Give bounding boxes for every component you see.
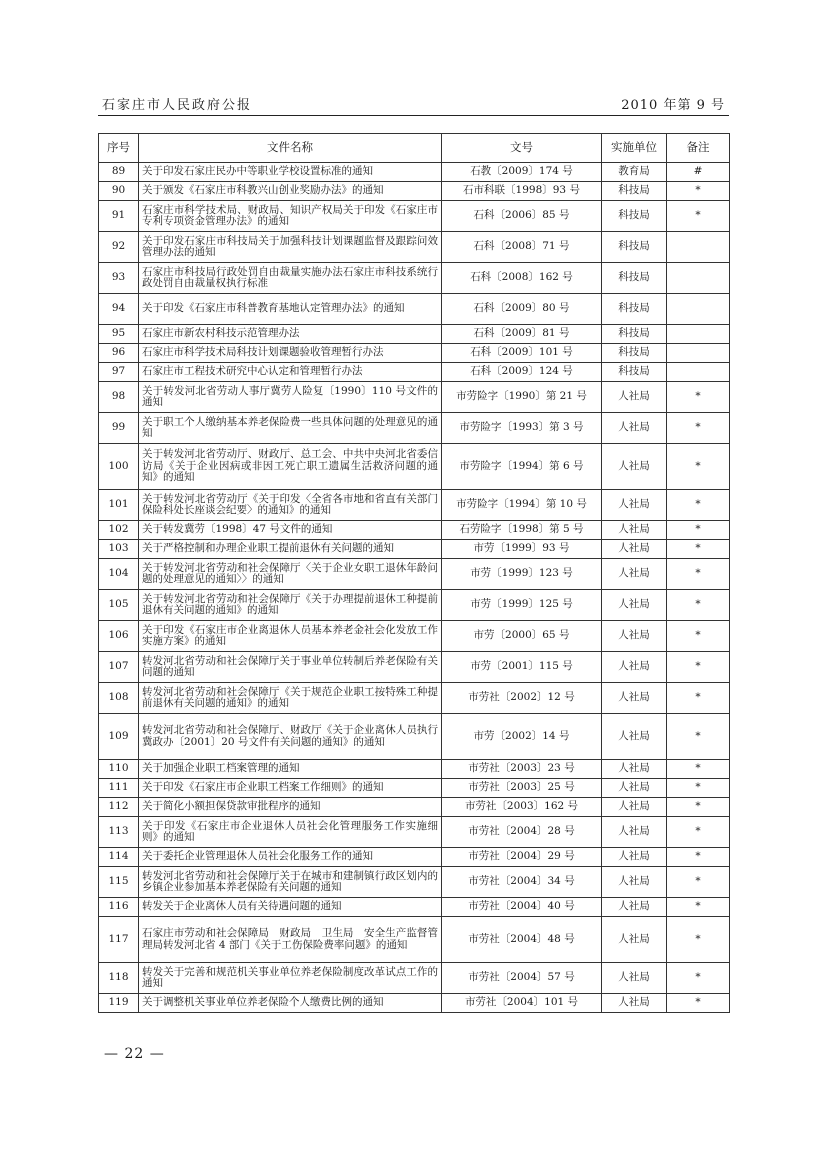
row-unit: 人社局 bbox=[602, 917, 667, 963]
row-unit: 人社局 bbox=[602, 760, 667, 779]
row-note: * bbox=[667, 760, 730, 779]
row-index: 101 bbox=[99, 490, 139, 521]
row-file-name: 关于加强企业职工档案管理的通知 bbox=[139, 760, 442, 779]
row-file-name: 石家庄市劳动和社会保障局 财政局 卫生局 安全生产监督管理局转发河北省 4 部门《关于工伤保险费率问题》的通知 bbox=[139, 917, 442, 963]
table-row bbox=[99, 201, 730, 232]
table-row bbox=[99, 867, 730, 898]
row-note bbox=[667, 263, 730, 294]
row-unit: 人社局 bbox=[602, 652, 667, 683]
row-file-name: 石家庄市工程技术研究中心认定和管理暂行办法 bbox=[139, 363, 442, 382]
table-row bbox=[99, 714, 730, 760]
row-doc-number: 石科〔2009〕81 号 bbox=[442, 325, 602, 344]
table-row bbox=[99, 363, 730, 382]
row-index: 96 bbox=[99, 344, 139, 363]
row-index: 94 bbox=[99, 294, 139, 325]
table-row bbox=[99, 559, 730, 590]
row-unit: 人社局 bbox=[602, 382, 667, 413]
row-note bbox=[667, 294, 730, 325]
row-doc-number: 市劳社〔2004〕57 号 bbox=[442, 963, 602, 994]
table-row bbox=[99, 540, 730, 559]
row-unit: 科技局 bbox=[602, 344, 667, 363]
row-unit: 人社局 bbox=[602, 590, 667, 621]
row-unit: 人社局 bbox=[602, 848, 667, 867]
row-index: 103 bbox=[99, 540, 139, 559]
col-header-note: 备注 bbox=[667, 134, 730, 163]
table-row bbox=[99, 760, 730, 779]
row-unit: 人社局 bbox=[602, 559, 667, 590]
row-note: # bbox=[667, 163, 730, 182]
row-file-name: 关于转发冀劳〔1998〕47 号文件的通知 bbox=[139, 521, 442, 540]
row-unit: 科技局 bbox=[602, 263, 667, 294]
row-note: * bbox=[667, 898, 730, 917]
row-index: 105 bbox=[99, 590, 139, 621]
row-index: 92 bbox=[99, 232, 139, 263]
row-index: 116 bbox=[99, 898, 139, 917]
row-note: * bbox=[667, 540, 730, 559]
row-index: 110 bbox=[99, 760, 139, 779]
row-index: 112 bbox=[99, 798, 139, 817]
row-note: * bbox=[667, 798, 730, 817]
col-header-index: 序号 bbox=[99, 134, 139, 163]
row-doc-number: 市劳社〔2004〕40 号 bbox=[442, 898, 602, 917]
row-doc-number: 石科〔2006〕85 号 bbox=[442, 201, 602, 232]
row-file-name: 关于印发《石家庄市企业离退休人员基本养老金社会化发放工作实施方案》的通知 bbox=[139, 621, 442, 652]
row-file-name: 转发关于企业离休人员有关待遇问题的通知 bbox=[139, 898, 442, 917]
row-note: * bbox=[667, 994, 730, 1013]
row-note: * bbox=[667, 201, 730, 232]
row-note: * bbox=[667, 590, 730, 621]
row-unit: 人社局 bbox=[602, 540, 667, 559]
row-doc-number: 市劳社〔2004〕34 号 bbox=[442, 867, 602, 898]
row-note: * bbox=[667, 521, 730, 540]
row-doc-number: 市劳险字〔1993〕第 3 号 bbox=[442, 413, 602, 444]
row-file-name: 关于转发河北省劳动厅《关于印发〈全省各市地和省直有关部门保险科处长座谈会纪要〉的通知》的通知 bbox=[139, 490, 442, 521]
table-row bbox=[99, 182, 730, 201]
row-doc-number: 市劳险字〔1994〕第 6 号 bbox=[442, 444, 602, 490]
row-note bbox=[667, 232, 730, 263]
row-unit: 人社局 bbox=[602, 994, 667, 1013]
table-row bbox=[99, 444, 730, 490]
row-doc-number: 市劳社〔2004〕29 号 bbox=[442, 848, 602, 867]
row-doc-number: 石科〔2009〕101 号 bbox=[442, 344, 602, 363]
row-unit: 人社局 bbox=[602, 898, 667, 917]
row-index: 109 bbox=[99, 714, 139, 760]
table-row bbox=[99, 798, 730, 817]
table-row bbox=[99, 590, 730, 621]
row-file-name: 转发关于完善和规范机关事业单位养老保险制度改革试点工作的通知 bbox=[139, 963, 442, 994]
row-unit: 人社局 bbox=[602, 867, 667, 898]
row-note: * bbox=[667, 182, 730, 201]
row-unit: 人社局 bbox=[602, 779, 667, 798]
row-doc-number: 市劳社〔2004〕28 号 bbox=[442, 817, 602, 848]
row-index: 111 bbox=[99, 779, 139, 798]
row-doc-number: 石市科联〔1998〕93 号 bbox=[442, 182, 602, 201]
row-doc-number: 石科〔2009〕124 号 bbox=[442, 363, 602, 382]
row-note: * bbox=[667, 652, 730, 683]
row-doc-number: 市劳社〔2004〕48 号 bbox=[442, 917, 602, 963]
row-unit: 人社局 bbox=[602, 490, 667, 521]
row-index: 102 bbox=[99, 521, 139, 540]
row-note: * bbox=[667, 413, 730, 444]
row-note: * bbox=[667, 867, 730, 898]
row-unit: 科技局 bbox=[602, 201, 667, 232]
table-row bbox=[99, 232, 730, 263]
row-unit: 科技局 bbox=[602, 363, 667, 382]
table-header-row bbox=[99, 134, 730, 163]
row-doc-number: 市劳〔1999〕93 号 bbox=[442, 540, 602, 559]
row-note: * bbox=[667, 714, 730, 760]
row-file-name: 石家庄市科学技术局科技计划课题验收管理暂行办法 bbox=[139, 344, 442, 363]
row-doc-number: 市劳〔2000〕65 号 bbox=[442, 621, 602, 652]
row-index: 117 bbox=[99, 917, 139, 963]
row-index: 115 bbox=[99, 867, 139, 898]
row-unit: 人社局 bbox=[602, 621, 667, 652]
row-unit: 人社局 bbox=[602, 683, 667, 714]
row-unit: 科技局 bbox=[602, 325, 667, 344]
table-row bbox=[99, 521, 730, 540]
table-row bbox=[99, 413, 730, 444]
table-row bbox=[99, 817, 730, 848]
table-row bbox=[99, 344, 730, 363]
row-file-name: 关于委托企业管理退休人员社会化服务工作的通知 bbox=[139, 848, 442, 867]
row-doc-number: 石科〔2008〕162 号 bbox=[442, 263, 602, 294]
row-file-name: 关于印发石家庄民办中等职业学校设置标准的通知 bbox=[139, 163, 442, 182]
row-doc-number: 市劳〔1999〕123 号 bbox=[442, 559, 602, 590]
row-file-name: 转发河北省劳动和社会保障厅、财政厅《关于企业离休人员执行冀政办〔2001〕20 号文件有关问题的通知》的通知 bbox=[139, 714, 442, 760]
row-index: 93 bbox=[99, 263, 139, 294]
row-unit: 人社局 bbox=[602, 817, 667, 848]
row-unit: 人社局 bbox=[602, 798, 667, 817]
row-file-name: 关于转发河北省劳动人事厅冀劳人险复〔1990〕110 号文件的通知 bbox=[139, 382, 442, 413]
row-index: 95 bbox=[99, 325, 139, 344]
table-row bbox=[99, 848, 730, 867]
page-number: — 22 — bbox=[104, 1046, 165, 1062]
row-index: 119 bbox=[99, 994, 139, 1013]
row-note bbox=[667, 363, 730, 382]
row-doc-number: 石科〔2008〕71 号 bbox=[442, 232, 602, 263]
row-doc-number: 石劳险字〔1998〕第 5 号 bbox=[442, 521, 602, 540]
row-index: 106 bbox=[99, 621, 139, 652]
row-index: 89 bbox=[99, 163, 139, 182]
row-doc-number: 市劳险字〔1994〕第 10 号 bbox=[442, 490, 602, 521]
row-unit: 人社局 bbox=[602, 413, 667, 444]
row-index: 99 bbox=[99, 413, 139, 444]
row-file-name: 关于职工个人缴纳基本养老保险费一些具体问题的处理意见的通知 bbox=[139, 413, 442, 444]
table-row bbox=[99, 294, 730, 325]
row-note: * bbox=[667, 817, 730, 848]
row-note: * bbox=[667, 444, 730, 490]
row-doc-number: 市劳社〔2004〕101 号 bbox=[442, 994, 602, 1013]
row-index: 91 bbox=[99, 201, 139, 232]
row-file-name: 关于简化小额担保贷款审批程序的通知 bbox=[139, 798, 442, 817]
col-header-doc-number: 文号 bbox=[442, 134, 602, 163]
row-note bbox=[667, 344, 730, 363]
table-row bbox=[99, 917, 730, 963]
table-row bbox=[99, 779, 730, 798]
row-doc-number: 市劳〔2002〕14 号 bbox=[442, 714, 602, 760]
table-row bbox=[99, 263, 730, 294]
row-index: 118 bbox=[99, 963, 139, 994]
row-note bbox=[667, 325, 730, 344]
row-note: * bbox=[667, 382, 730, 413]
table-row bbox=[99, 163, 730, 182]
row-file-name: 关于调整机关事业单位养老保险个人缴费比例的通知 bbox=[139, 994, 442, 1013]
row-doc-number: 石教〔2009〕174 号 bbox=[442, 163, 602, 182]
row-index: 107 bbox=[99, 652, 139, 683]
row-unit: 科技局 bbox=[602, 294, 667, 325]
row-file-name: 转发河北省劳动和社会保障厅关于事业单位转制后养老保险有关问题的通知 bbox=[139, 652, 442, 683]
row-note: * bbox=[667, 963, 730, 994]
col-header-name: 文件名称 bbox=[139, 134, 442, 163]
table-row bbox=[99, 963, 730, 994]
row-doc-number: 市劳险字〔1990〕第 21 号 bbox=[442, 382, 602, 413]
page-header bbox=[98, 92, 729, 116]
row-note: * bbox=[667, 490, 730, 521]
row-file-name: 关于转发河北省劳动和社会保障厅〈关于企业女职工退休年龄问题的处理意见的通知〉〉的通知 bbox=[139, 559, 442, 590]
document-table bbox=[98, 133, 730, 1013]
row-note: * bbox=[667, 621, 730, 652]
row-doc-number: 市劳〔2001〕115 号 bbox=[442, 652, 602, 683]
row-file-name: 关于印发《石家庄市企业职工档案工作细则》的通知 bbox=[139, 779, 442, 798]
row-doc-number: 市劳〔1999〕125 号 bbox=[442, 590, 602, 621]
row-index: 108 bbox=[99, 683, 139, 714]
publication-title: 石家庄市人民政府公报 bbox=[102, 98, 253, 113]
header-rule bbox=[98, 115, 729, 116]
row-file-name: 关于转发河北省劳动厅、财政厅、总工会、中共中央河北省委信访局《关于企业因病或非因工死亡职工遗属生活救济问题的通知》的通知 bbox=[139, 444, 442, 490]
table-row bbox=[99, 325, 730, 344]
row-unit: 人社局 bbox=[602, 521, 667, 540]
row-file-name: 石家庄市新农村科技示范管理办法 bbox=[139, 325, 442, 344]
row-file-name: 关于印发《石家庄市科普教育基地认定管理办法》的通知 bbox=[139, 294, 442, 325]
row-index: 97 bbox=[99, 363, 139, 382]
row-doc-number: 市劳社〔2003〕23 号 bbox=[442, 760, 602, 779]
row-index: 90 bbox=[99, 182, 139, 201]
row-index: 114 bbox=[99, 848, 139, 867]
row-file-name: 关于转发河北省劳动和社会保障厅《关于办理提前退休工种提前退休有关问题的通知》的通知 bbox=[139, 590, 442, 621]
row-file-name: 关于印发《石家庄市企业退休人员社会化管理服务工作实施细则》的通知 bbox=[139, 817, 442, 848]
row-note: * bbox=[667, 848, 730, 867]
row-file-name: 转发河北省劳动和社会保障厅《关于规范企业职工按特殊工种提前退休有关问题的通知》的通知 bbox=[139, 683, 442, 714]
table-row bbox=[99, 898, 730, 917]
issue-number: 2010 年第 9 号 bbox=[621, 98, 725, 113]
row-file-name: 石家庄市科学技术局、财政局、知识产权局关于印发《石家庄市专利专项资金管理办法》的通知 bbox=[139, 201, 442, 232]
col-header-unit: 实施单位 bbox=[602, 134, 667, 163]
row-unit: 人社局 bbox=[602, 963, 667, 994]
row-unit: 人社局 bbox=[602, 444, 667, 490]
row-file-name: 关于颁发《石家庄市科教兴山创业奖励办法》的通知 bbox=[139, 182, 442, 201]
row-doc-number: 市劳社〔2003〕162 号 bbox=[442, 798, 602, 817]
row-file-name: 转发河北省劳动和社会保障厅关于在城市和建制镇行政区划内的乡镇企业参加基本养老保险有关问题的通知 bbox=[139, 867, 442, 898]
table-row bbox=[99, 683, 730, 714]
row-note: * bbox=[667, 559, 730, 590]
row-doc-number: 市劳社〔2002〕12 号 bbox=[442, 683, 602, 714]
row-unit: 科技局 bbox=[602, 182, 667, 201]
row-file-name: 石家庄市科技局行政处罚自由裁量实施办法石家庄市科技系统行政处罚自由裁量权执行标准 bbox=[139, 263, 442, 294]
row-file-name: 关于严格控制和办理企业职工提前退休有关问题的通知 bbox=[139, 540, 442, 559]
table-row bbox=[99, 994, 730, 1013]
row-note: * bbox=[667, 683, 730, 714]
row-note: * bbox=[667, 917, 730, 963]
row-unit: 人社局 bbox=[602, 714, 667, 760]
table-row bbox=[99, 621, 730, 652]
table-row bbox=[99, 490, 730, 521]
row-index: 104 bbox=[99, 559, 139, 590]
table-row bbox=[99, 382, 730, 413]
row-note: * bbox=[667, 779, 730, 798]
row-index: 100 bbox=[99, 444, 139, 490]
row-index: 113 bbox=[99, 817, 139, 848]
row-unit: 科技局 bbox=[602, 232, 667, 263]
row-file-name: 关于印发石家庄市科技局关于加强科技计划课题监督及跟踪问效管理办法的通知 bbox=[139, 232, 442, 263]
row-unit: 教育局 bbox=[602, 163, 667, 182]
table-row bbox=[99, 652, 730, 683]
row-doc-number: 市劳社〔2003〕25 号 bbox=[442, 779, 602, 798]
row-doc-number: 石科〔2009〕80 号 bbox=[442, 294, 602, 325]
row-index: 98 bbox=[99, 382, 139, 413]
